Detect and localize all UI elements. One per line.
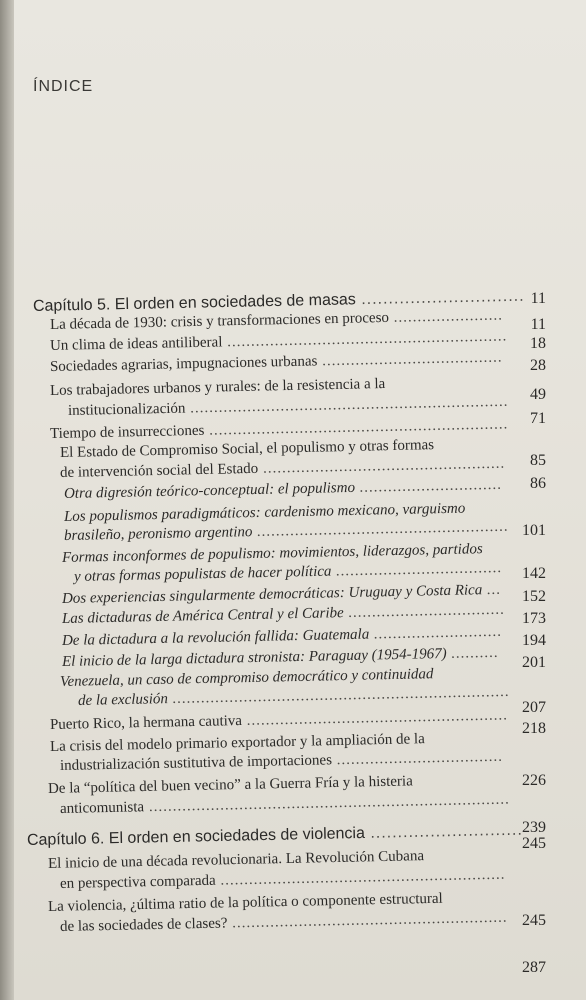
toc-entry-line: Tiempo de insurrecciones ............................................................... <box>49 416 509 442</box>
toc-entry-line: Las dictaduras de América Central y el Caribe ................................. <box>61 601 506 627</box>
dot-leader: ............................................................................ <box>143 791 510 816</box>
toc-entry-line: Los populismos paradigmáticos: cardenismo mexicano, varguismo <box>63 500 466 525</box>
dot-leader: ............................ <box>364 821 523 842</box>
toc-entry-line: De la “política del buen vecino” a la Guerra Fría y la histeria <box>47 773 413 797</box>
toc-entry-line: Puerto Rico, la hermana cautiva ....................................................... <box>49 707 509 733</box>
dot-leader: .......................................................... <box>227 909 508 932</box>
toc-entry-line: brasileño, peronismo argentino ..................................................... <box>63 518 510 544</box>
toc-page-number: 86 <box>530 475 546 492</box>
dot-leader: ........................... <box>369 623 503 643</box>
dot-leader: .............................. <box>355 287 525 309</box>
dot-leader: ....................... <box>388 307 504 326</box>
dot-leader: ....................................................... <box>241 707 509 729</box>
toc-page-number: 226 <box>522 772 546 789</box>
dot-leader: ..................................................... <box>252 518 510 541</box>
toc-entry-line: Otra digresión teórico-conceptual: el populismo .............................. <box>63 476 503 502</box>
toc-page-number: 152 <box>522 588 546 605</box>
toc-page-number: 207 <box>522 699 546 716</box>
toc-entry-line: La crisis del modelo primario exportador y la ampliación de la <box>49 731 425 755</box>
toc-entry-line: Capítulo 6. El orden en sociedades de violencia ............................ <box>26 821 523 849</box>
toc-page-number: 245 <box>522 835 546 852</box>
toc-entry-line: Sociedades agrarias, impugnaciones urbanas ...................................... <box>49 349 503 375</box>
toc-page-number: 239 <box>522 819 546 836</box>
toc-entry-line: en perspectiva comparada ............................................................ <box>59 866 506 892</box>
toc-entry-line: Capítulo 5. El orden en sociedades de masas .............................. <box>32 287 525 315</box>
page-heading: ÍNDICE <box>33 78 94 95</box>
toc-entry-line: La violencia, ¿última ratio de la política o componente estructural <box>47 890 443 915</box>
dot-leader: ... <box>482 581 502 599</box>
toc-entry-line: Venezuela, un caso de compromiso democrático y continuidad <box>59 666 434 690</box>
toc-entry-line: industrialización sustitutiva de importaciones ................................... <box>59 748 504 774</box>
toc-entry-line: El inicio de una década revolucionaria. La Revolución Cubana <box>47 848 425 872</box>
toc-page-number: 194 <box>522 632 546 649</box>
toc-page-number: 218 <box>522 720 546 737</box>
dot-leader: ................................................... <box>258 455 506 477</box>
dot-leader: ............................................................... <box>204 416 509 439</box>
toc-entry-line: De la dictadura a la revolución fallida: Guatemala ........................... <box>61 623 503 649</box>
dot-leader: ................................. <box>343 601 506 622</box>
toc-page-number: 18 <box>530 335 546 352</box>
toc-entry-line: El Estado de Compromiso Social, el populismo y otras formas <box>59 437 435 461</box>
dot-leader: ................................... <box>331 560 503 580</box>
toc-page-number: 85 <box>530 452 546 469</box>
toc-page-number: 245 <box>522 912 546 929</box>
toc-page-number: 287 <box>522 959 546 976</box>
toc-page-number: 11 <box>530 316 546 333</box>
toc-entry-line: anticomunista ............................................................................ <box>59 791 510 817</box>
toc-entry-line: y otras formas populistas de hacer política ................................... <box>73 560 503 585</box>
toc-entry-line: Formas inconformes de populismo: movimientos, liderazgos, partidos <box>61 541 483 566</box>
dot-leader: ........................................................... <box>222 328 508 351</box>
toc-entry-line: de intervención social del Estado ................................................... <box>59 455 506 481</box>
toc-page-number: 71 <box>530 410 546 427</box>
toc-entry-line: institucionalización ................................................................... <box>67 393 509 419</box>
dot-leader: .......... <box>446 644 500 662</box>
dot-leader: ................................................................... <box>185 393 509 417</box>
dot-leader: ................................... <box>331 748 504 769</box>
toc-entry-line: Dos experiencias singularmente democráticas: Uruguay y Costa Rica ... <box>61 581 502 607</box>
toc-entry-line: Un clima de ideas antiliberal ........................................................... <box>49 328 508 354</box>
toc-page-number: 28 <box>530 357 546 374</box>
toc-page-number: 49 <box>530 386 546 403</box>
toc-entry-line: de las sociedades de clases? .......................................................... <box>59 909 508 935</box>
dot-leader: .............................. <box>354 476 503 496</box>
toc-page-number: 101 <box>522 522 546 539</box>
dot-leader: ............................................................ <box>215 866 506 889</box>
toc-entry-line: de la exclusión ....................................................................... <box>77 683 511 709</box>
toc-entry-line: La década de 1930: crisis y transformaciones en proceso ....................... <box>49 307 504 333</box>
toc-page-number: 201 <box>522 654 546 671</box>
dot-leader: ....................................................................... <box>167 683 511 708</box>
toc-page-number: 173 <box>522 610 546 627</box>
dot-leader: ...................................... <box>317 349 503 370</box>
toc-page-number: 142 <box>522 565 546 582</box>
toc-entry-line: Los trabajadores urbanos y rurales: de la resistencia a la <box>49 375 386 399</box>
toc-page-number: 11 <box>530 290 546 307</box>
toc-entry-line: El inicio de la larga dictadura stronista: Paraguay (1954-1967) .......... <box>61 644 500 670</box>
